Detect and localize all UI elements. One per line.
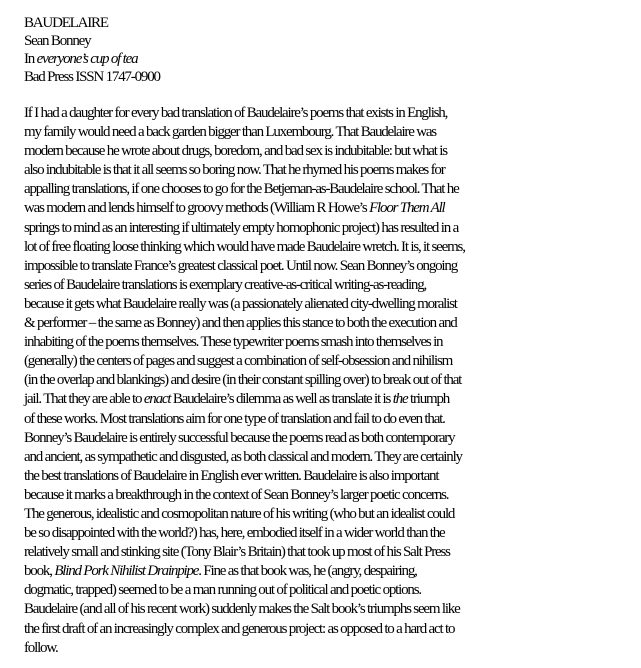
body-line: inhabiting of the poems themselves. These typewriter poems smash into themselves in — [24, 334, 443, 351]
body-line: and ancient, as sympathetic and disgusted, as both classical and modern. They are certainly — [24, 448, 462, 465]
body-line: If I had a daughter for every bad translation of Baudelaire’s poems that exists in English, — [24, 105, 448, 121]
body-line — [24, 199, 634, 218]
collection-title: everyone’s cup of tea — [36, 51, 138, 67]
body-line: the first draft of an increasingly complex and generous project: as opposed to a hard act to — [24, 620, 455, 637]
body-line: The generous, idealistic and cosmopolitan nature of his writing (who but an idealist could — [24, 505, 455, 522]
review-title: BAUDELAIRE — [24, 15, 108, 31]
body-line: the best translations of Baudelaire in English ever written. Baudelaire is also important — [24, 467, 439, 484]
body-line: impossible to translate France’s greatest classical poet. Until now. Sean Bonney’s ongoing — [24, 257, 458, 274]
cited-title: Floor Them All — [369, 200, 445, 217]
emphasis: the — [392, 391, 408, 408]
body-line: Baudelaire (and all of his recent work) suddenly makes the Salt book’s triumphs seem like — [24, 601, 460, 618]
body-line: my family would need a back garden bigger than Luxembourg. That Baudelaire was — [24, 124, 436, 141]
paragraph-gap — [24, 86, 634, 104]
body-line: because it gets what Baudelaire really was (a passionately alienated city-dwelling moralist — [24, 295, 457, 312]
body-line: springs to mind as an interesting if ultimately empty homophonic project) has resulted in a — [24, 219, 459, 236]
body-line: (in the overlap and blankings) and desire (in their constant spilling over) to break out of that — [24, 372, 462, 389]
body-line: lot of free floating loose thinking which would have made Baudelaire wretch. It is, it seems, — [24, 238, 465, 255]
body-line: series of Baudelaire translations is exemplary creative-as-critical writing-as-reading, — [24, 276, 427, 293]
body-text-run: . Fine as that book was, he (angry, despairing, — [198, 563, 417, 580]
body-line: follow. — [24, 639, 58, 656]
cited-title: Blind Pork Nihilist Drainpipe — [54, 563, 199, 580]
emphasis: enact — [143, 391, 171, 408]
body-line: of these works. Most translations aim for one type of translation and fail to do even that. — [24, 410, 445, 427]
body-text-run: triumph — [407, 391, 450, 408]
body-line: appalling translations, if one chooses to go for the Betjeman-as-Baudelaire school. That he — [24, 181, 459, 198]
body-line — [24, 390, 634, 409]
review-publisher: Bad Press ISSN 1747-0900 — [24, 69, 160, 85]
body-text-run: was modern and lends himself to groovy methods (William R Howe’s — [24, 200, 370, 217]
body-line: relatively small and stinking site (Tony Blair’s Britain) that took up most of his Salt Press — [24, 544, 450, 561]
body-line: Bonney’s Baudelaire is entirely successful because the poems read as both contemporary — [24, 429, 455, 446]
body-text-run: jail. That they are able to — [24, 391, 144, 408]
review-body — [24, 104, 634, 658]
review-collection-line — [24, 50, 634, 68]
body-line: dogmatic, trapped) seemed to be a man running out of political and poetic options. — [24, 582, 421, 599]
body-line: because it marks a breakthrough in the context of Sean Bonney’s larger poetic concerns. — [24, 486, 449, 503]
review-header — [24, 14, 634, 86]
body-text-run: Baudelaire’s dilemma as well as translate it is — [170, 391, 393, 408]
review-document — [24, 14, 634, 658]
body-line: also indubitable is that it all seems so boring now. That he rhymed his poems makes for — [24, 162, 445, 179]
review-author: Sean Bonney — [24, 33, 91, 49]
collection-prefix: In — [24, 51, 37, 67]
body-line — [24, 562, 634, 581]
body-line: be so disappointed with the world?) has, here, embodied itself in a wider world than the — [24, 525, 445, 542]
body-line: & performer – the same as Bonney) and then applies this stance to both the execution and — [24, 315, 457, 332]
body-text-run: book, — [24, 563, 55, 580]
body-line: (generally) the centers of pages and suggest a combination of self-obsession and nihilism — [24, 353, 453, 370]
body-line: modern because he wrote about drugs, boredom, and bad sex is indubitable: but what is — [24, 143, 447, 160]
